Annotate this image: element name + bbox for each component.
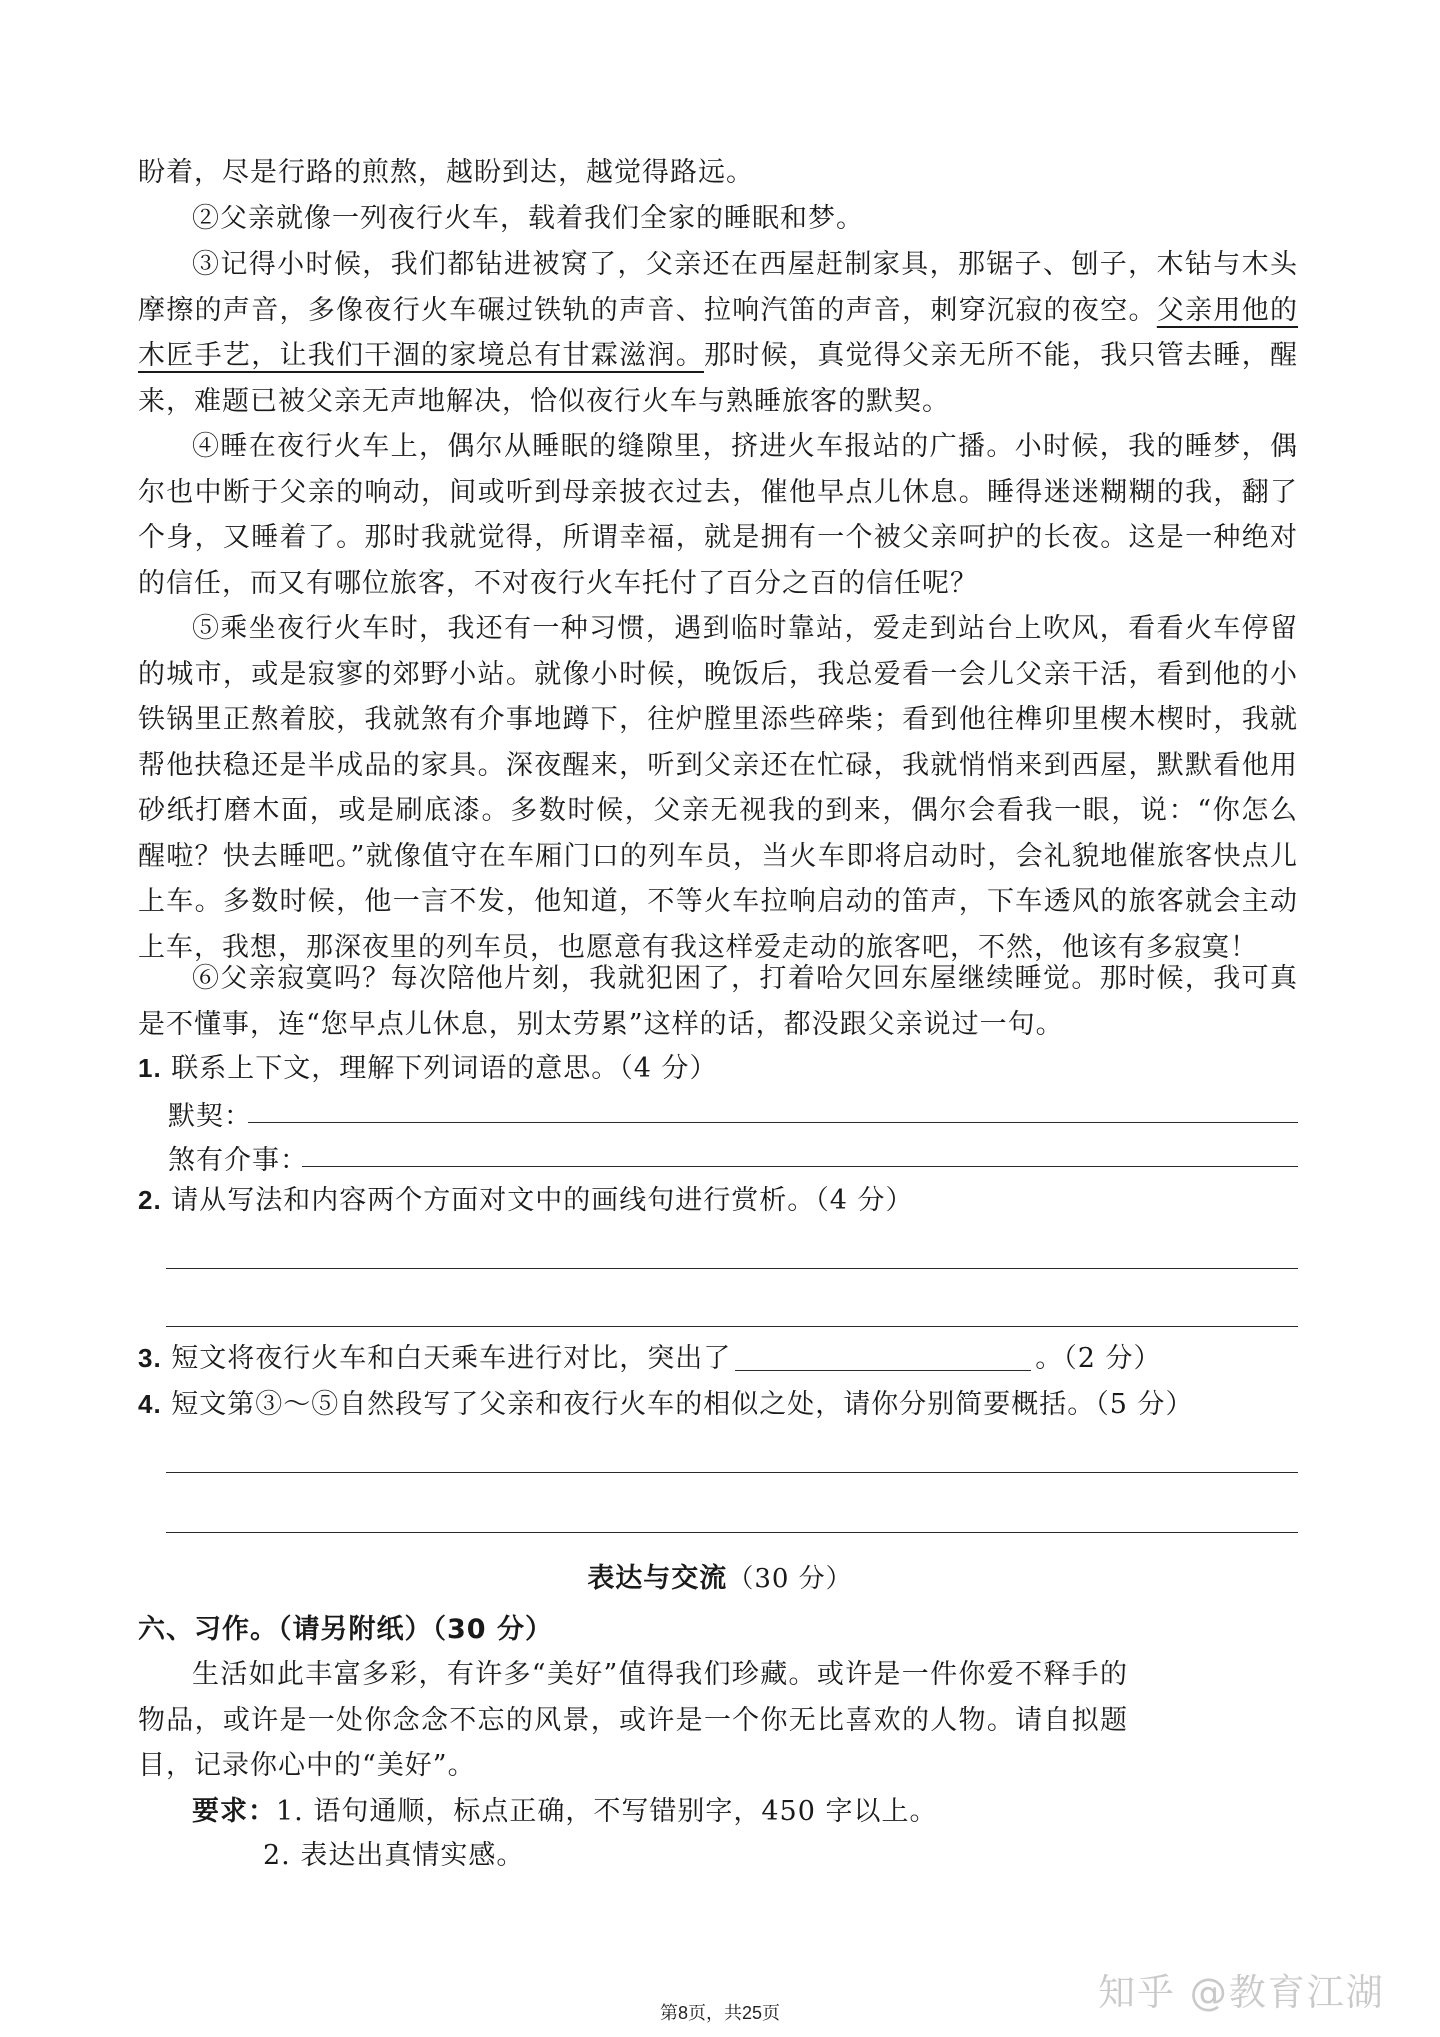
paragraph-6-text: ⑥父亲寂寞吗？每次陪他片刻，我就犯困了，打着哈欠回东屋继续睡觉。那时候，我可真是不懂事，连“您早点儿休息，别太劳累”这样的话，都没跟父亲说过一句。: [138, 963, 1298, 1040]
answer-line-q2-1[interactable]: [166, 1268, 1298, 1269]
paragraph-4-text: ④睡在夜行火车上，偶尔从睡眠的缝隙里，挤进火车报站的广播。小时候，我的睡梦，偶尔也中断于父亲的响动，间或听到母亲披衣过去，催他早点儿休息。睡得迷迷糊糊的我，翻了个身，又睡着了。那时我就觉得，所谓幸福，就是拥有一个被父亲呵护的长夜。这是一种绝对的信任，而又有哪位旅客，不对夜行火车托付了百分之百的信任呢？: [138, 431, 1298, 599]
underlined-sentence: 父亲用他的木匠手艺，让我们干涸的家境总有甘霖滋润。: [138, 294, 1299, 371]
answer-line-moqi[interactable]: [248, 1122, 1298, 1123]
question-3: [138, 1336, 1298, 1381]
question-4: [138, 1382, 1298, 1427]
paragraph-2-text: ②父亲就像一列夜行火车，载着我们全家的睡眠和梦。: [192, 203, 864, 234]
paragraph-5: [138, 606, 1298, 970]
page-number-text: 第8页，共25页: [659, 2003, 781, 2023]
question-4-number: 4.: [138, 1389, 162, 1419]
question-3-text-after: 。（2 分）: [1035, 1343, 1162, 1374]
watermark: [1098, 1962, 1428, 2018]
answer-line-shayoujieshi[interactable]: [302, 1166, 1298, 1167]
term-shayoujieshi-label: 煞有介事：: [168, 1145, 308, 1176]
term-row-moqi: [168, 1090, 1298, 1134]
requirement-2-row: [263, 1834, 1423, 1878]
question-1-number: 1.: [138, 1053, 162, 1083]
question-2-text: 请从写法和内容两个方面对文中的画线句进行赏析。（4 分）: [171, 1185, 914, 1216]
term-row-shayoujieshi: [168, 1134, 1298, 1178]
section-title-text: 表达与交流: [587, 1563, 728, 1594]
fill-in-blank[interactable]: [735, 1342, 1031, 1371]
question-3-number: 3.: [138, 1343, 162, 1373]
question-4-text: 短文第③～⑤自然段写了父亲和夜行火车的相似之处，请你分别简要概括。（5 分）: [171, 1389, 1194, 1420]
composition-heading: [138, 1608, 1298, 1652]
question-2-number: 2.: [138, 1185, 162, 1215]
answer-line-q2-2[interactable]: [166, 1326, 1298, 1327]
requirement-2: 2. 表达出真情实感。: [263, 1840, 525, 1871]
answer-line-q4-1[interactable]: [166, 1472, 1298, 1473]
question-2: [138, 1178, 1298, 1223]
paragraph-3-text-b: 那时候，真觉得父亲无所不能，我只管去睡，醒来，难题已被父亲无声地解决，恰似夜行火车与熟睡旅客的默契。: [138, 340, 1298, 417]
paragraph-6: [138, 956, 1298, 1047]
requirements: [192, 1790, 1352, 1834]
question-1: [138, 1046, 1298, 1091]
paragraph-3-text-a: ③记得小时候，我们都钻进被窝了，父亲还在西屋赶制家具，那锯子、刨子，木钻与木头摩擦的声音，多像夜行火车碾过铁轨的声音、拉响汽笛的声音，刺穿沉寂的夜空。: [138, 249, 1298, 326]
requirements-label: 要求：: [192, 1796, 276, 1827]
term-moqi-label: 默契：: [168, 1101, 252, 1132]
paragraph-1-end: [138, 150, 1298, 196]
composition-prompt-text: 生活如此丰富多彩，有许多“美好”值得我们珍藏。或许是一件你爱不释手的物品，或许是一处你念念不忘的风景，或许是一个你无比喜欢的人物。请自拟题目，记录你心中的“美好”。: [138, 1659, 1128, 1781]
paragraph-2: [138, 196, 1298, 242]
question-3-text-before: 短文将夜行火车和白天乘车进行对比，突出了: [171, 1343, 732, 1374]
section-title: [0, 1556, 1440, 1595]
paragraph-3: [138, 242, 1298, 424]
question-1-text: 联系上下文，理解下列词语的意思。（4 分）: [171, 1053, 718, 1084]
composition-heading-text: 六、习作。（请另附纸）（30 分）: [138, 1614, 553, 1645]
section-score: （30 分）: [727, 1564, 853, 1594]
composition-prompt: [138, 1652, 1128, 1789]
requirement-1: 1. 语句通顺，标点正确，不写错别字，450 字以上。: [276, 1796, 938, 1827]
watermark-text: 知乎 @教育江湖: [1098, 1971, 1385, 2014]
paragraph-4: [138, 424, 1298, 606]
paragraph-1-text: 盼着，尽是行路的煎熬，越盼到达，越觉得路远。: [138, 157, 754, 188]
answer-line-q4-2[interactable]: [166, 1532, 1298, 1533]
paragraph-5-text: ⑤乘坐夜行火车时，我还有一种习惯，遇到临时靠站，爱走到站台上吹风，看看火车停留的城市，或是寂寥的郊野小站。就像小时候，晚饭后，我总爱看一会儿父亲干活，看到他的小铁锅里正熬着胶，我就煞有介事地蹲下，往炉膛里添些碎柴；看到他往榫卯里楔木楔时，我就帮他扶稳还是半成品的家具。深夜醒来，听到父亲还在忙碌，我就悄悄来到西屋，默默看他用砂纸打磨木面，或是刷底漆。多数时候，父亲无视我的到来，偶尔会看我一眼，说：“你怎么醒啦？快去睡吧。”就像值守在车厢门口的列车员，当火车即将启动时，会礼貌地催旅客快点儿上车。多数时候，他一言不发，他知道，不等火车拉响启动的笛声，下车透风的旅客就会主动上车，我想，那深夜里的列车员，也愿意有我这样爱走动的旅客吧，不然，他该有多寂寞！: [138, 613, 1298, 963]
